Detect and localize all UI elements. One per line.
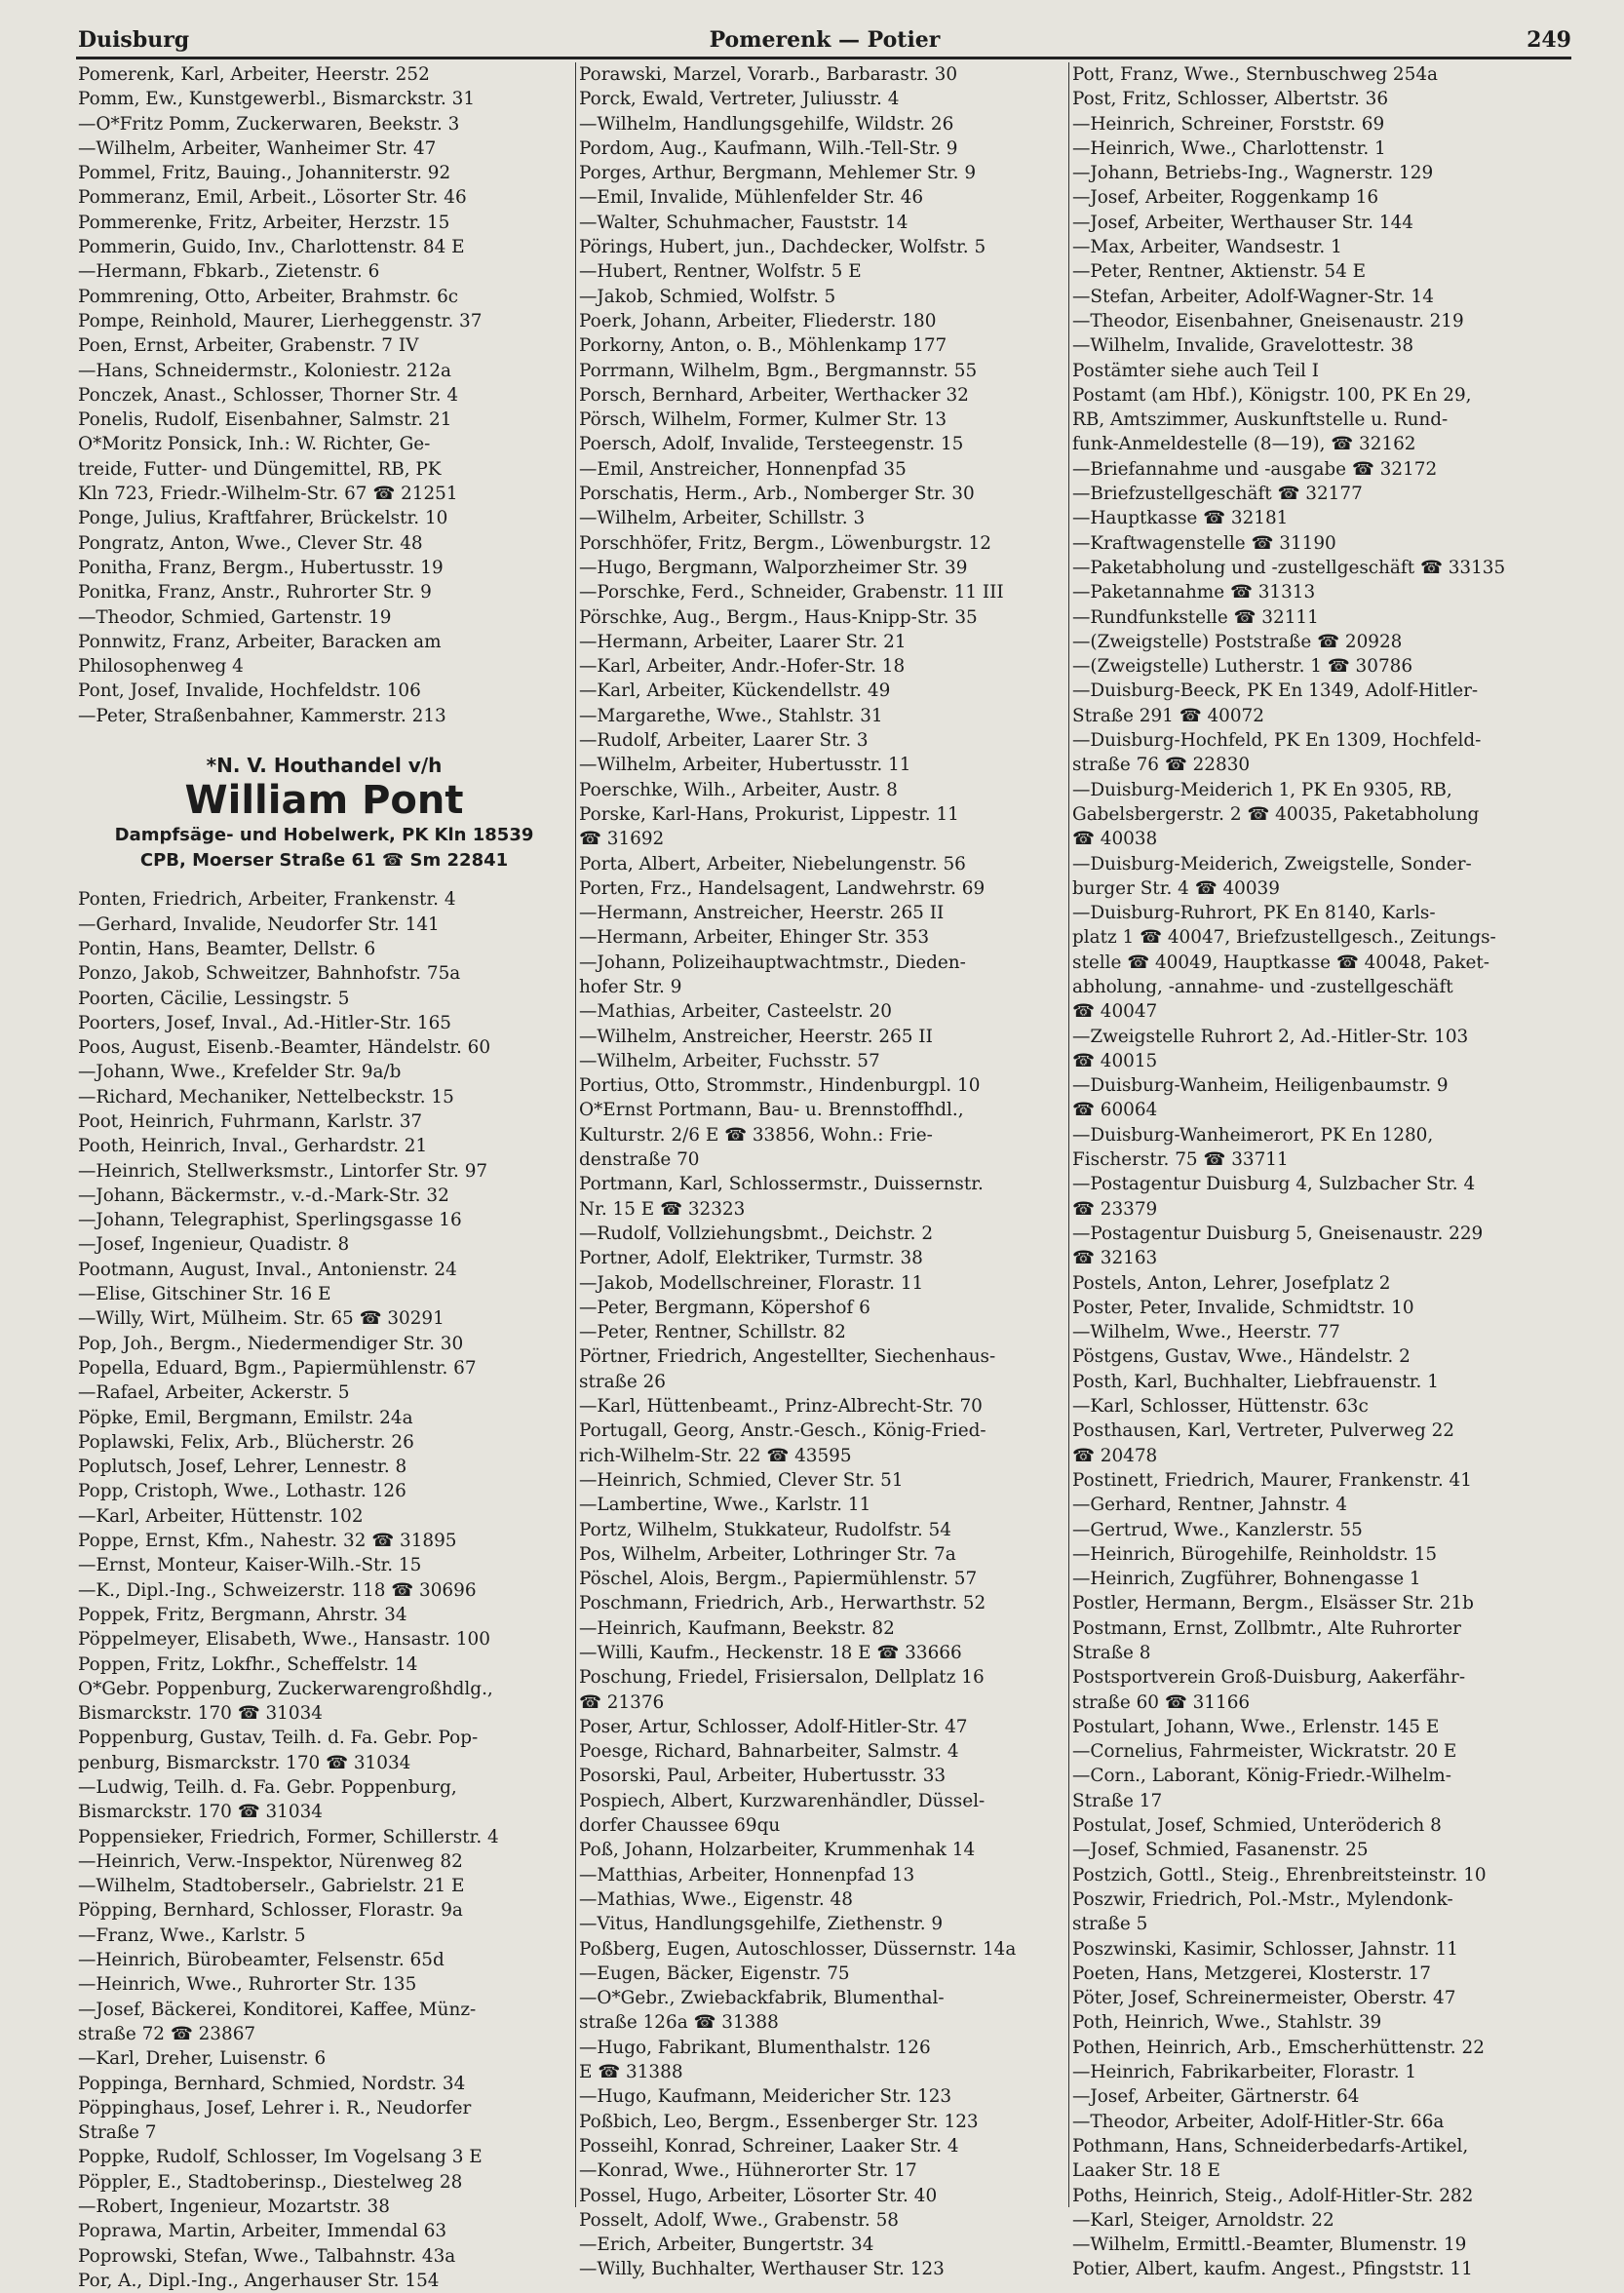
directory-entry: —Jakob, Modellschreiner, Florastr. 11: [579, 1272, 924, 1294]
directory-entry: —Heinrich, Stellwerksmstr., Lintorfer Str. 97: [78, 1160, 488, 1182]
directory-entry: dorfer Chaussee 69qu: [579, 1815, 781, 1837]
directory-entry: Pootmann, August, Inval., Antonienstr. 24: [78, 1259, 457, 1280]
directory-entry: —Corn., Laborant, König-Friedr.-Wilhelm-: [1072, 1766, 1451, 1787]
directory-entry: —Briefannahme und -ausgabe ☎ 32172: [1072, 458, 1438, 480]
advert-company-name: William Pont: [184, 778, 464, 824]
directory-entry: —Peter, Rentner, Schillstr. 82: [579, 1322, 846, 1343]
directory-entry: Poen, Ernst, Arbeiter, Grabenstr. 7 IV: [78, 335, 419, 357]
directory-entry: —Franz, Wwe., Karlstr. 5: [78, 1924, 306, 1946]
directory-entry: Postsportverein Groß-Duisburg, Aakerfähr-: [1072, 1667, 1466, 1689]
directory-entry: —Johann, Wwe., Krefelder Str. 9a/b: [78, 1062, 402, 1083]
directory-entry: Postulart, Johann, Wwe., Erlenstr. 145 E: [1072, 1716, 1440, 1737]
directory-entry: funk-Anmeldestelle (8—19), ☎ 32162: [1072, 434, 1416, 455]
directory-entry: platz 1 ☎ 40047, Briefzustellgesch., Zeitungs-: [1072, 927, 1496, 949]
directory-entry: —Walter, Schuhmacher, Fauststr. 14: [579, 212, 909, 233]
directory-entry: —Heinrich, Wwe., Charlottenstr. 1: [1072, 137, 1386, 159]
directory-entry: Straße 7: [78, 2122, 157, 2144]
directory-entry: —Cornelius, Fahrmeister, Wickratstr. 20 E: [1072, 1741, 1457, 1763]
directory-entry: —Hugo, Bergmann, Walporzheimer Str. 39: [579, 557, 968, 578]
directory-entry: —Karl, Arbeiter, Kückendellstr. 49: [579, 680, 891, 702]
directory-entry: —Wilhelm, Stadtoberselr., Gabrielstr. 21 E: [78, 1876, 465, 1897]
directory-entry: Porck, Ewald, Vertreter, Juliusstr. 4: [579, 89, 900, 110]
directory-entry: Pöppelmeyer, Elisabeth, Wwe., Hansastr. 100: [78, 1629, 490, 1651]
directory-entry: Pordom, Aug., Kaufmann, Wilh.-Tell-Str. 9: [579, 137, 958, 159]
directory-entry: Pommerin, Guido, Inv., Charlottenstr. 84 E: [78, 237, 465, 258]
directory-entry: —Duisburg-Meiderich 1, PK En 9305, RB,: [1072, 779, 1452, 800]
directory-entry: Posselt, Adolf, Wwe., Grabenstr. 58: [579, 2209, 899, 2231]
directory-entry: —Hermann, Arbeiter, Laarer Str. 21: [579, 631, 907, 652]
directory-entry: —Briefzustellgeschäft ☎ 32177: [1072, 484, 1363, 505]
page-number: 249: [1527, 27, 1571, 53]
directory-entry: Laaker Str. 18 E: [1072, 2160, 1220, 2182]
directory-entry: —Hubert, Rentner, Wolfstr. 5 E: [579, 261, 862, 283]
directory-entry: Kln 723, Friedr.-Wilhelm-Str. 67 ☎ 21251: [78, 484, 458, 505]
directory-entry: Pörings, Hubert, jun., Dachdecker, Wolfstr. 5: [579, 237, 986, 258]
directory-entry: Bismarckstr. 170 ☎ 31034: [78, 1802, 323, 1823]
directory-entry: —Heinrich, Zugführer, Bohnengasse 1: [1072, 1569, 1421, 1590]
directory-entry: —Mathias, Arbeiter, Casteelstr. 20: [579, 1001, 892, 1023]
directory-entry: Pomerenk, Karl, Arbeiter, Heerstr. 252: [78, 64, 430, 85]
directory-entry: Potier, Albert, kaufm. Angest., Pfingststr. 11: [1072, 2259, 1473, 2280]
directory-entry: —Rundfunkstelle ☎ 32111: [1072, 606, 1319, 628]
directory-entry: —Willy, Buchhalter, Werthauser Str. 123: [579, 2259, 945, 2280]
directory-entry: Ponitha, Franz, Bergm., Hubertusstr. 19: [78, 557, 444, 578]
directory-entry: straße 26: [579, 1371, 666, 1392]
directory-entry: Ponczek, Anast., Schlosser, Thorner Str. 4: [78, 384, 459, 406]
directory-entry: Pörtner, Friedrich, Angestellter, Siechenhaus-: [579, 1346, 996, 1368]
directory-entry: Poth, Heinrich, Wwe., Stahlstr. 39: [1072, 2012, 1382, 2034]
advert-line-3: Dampfsäge- und Hobelwerk, PK Kln 18539: [114, 825, 534, 846]
directory-entry: O*Ernst Portmann, Bau- u. Brennstoffhdl.,: [579, 1100, 964, 1121]
directory-entry: —Matthias, Arbeiter, Honnenpfad 13: [579, 1864, 915, 1885]
directory-entry: —Margarethe, Wwe., Stahlstr. 31: [579, 705, 883, 726]
directory-entry: —Willi, Kaufm., Heckenstr. 18 E ☎ 33666: [579, 1643, 962, 1663]
column-1-top-entries: [78, 62, 570, 728]
directory-entry: —Duisburg-Ruhrort, PK En 8140, Karls-: [1072, 903, 1436, 924]
directory-entry: Porawski, Marzel, Vorarb., Barbarastr. 30: [579, 64, 958, 85]
directory-entry: Gabelsbergerstr. 2 ☎ 40035, Paketabholung: [1072, 803, 1480, 825]
directory-entry: —Josef, Arbeiter, Gärtnerstr. 64: [1072, 2086, 1360, 2108]
directory-entry: Portugall, Georg, Anstr.-Gesch., König-Fried-: [579, 1420, 986, 1442]
directory-entry: Post, Fritz, Schlosser, Albertstr. 36: [1072, 89, 1389, 110]
directory-entry: Ponitka, Franz, Anstr., Ruhrorter Str. 9: [78, 582, 432, 603]
column-3: [1068, 62, 1574, 2280]
directory-entry: —Wilhelm, Ermittl.-Beamter, Blumenstr. 19: [1072, 2235, 1467, 2256]
directory-entry: —Karl, Steiger, Arnoldstr. 22: [1072, 2209, 1334, 2231]
directory-entry: —Gertrud, Wwe., Kanzlerstr. 55: [1072, 1519, 1363, 1540]
header-city: Duisburg: [78, 27, 190, 53]
directory-entry: Possel, Hugo, Arbeiter, Lösorter Str. 40: [579, 2185, 938, 2206]
directory-entry: Posth, Karl, Buchhalter, Liebfrauenstr. 1: [1072, 1371, 1439, 1392]
directory-entry: Pos, Wilhelm, Arbeiter, Lothringer Str. 7a: [579, 1543, 956, 1565]
directory-entry: Straße 291 ☎ 40072: [1072, 705, 1264, 726]
directory-entry: —Hugo, Kaufmann, Meidericher Str. 123: [579, 2086, 952, 2108]
directory-entry: Porten, Frz., Handelsagent, Landwehrstr. 69: [579, 877, 986, 899]
directory-entry: straße 72 ☎ 23867: [78, 2023, 256, 2044]
directory-entry: —Karl, Arbeiter, Andr.-Hofer-Str. 18: [579, 656, 906, 678]
directory-entry: Posseihl, Konrad, Schreiner, Laaker Str. 4: [579, 2135, 959, 2157]
directory-entry: Poorters, Josef, Inval., Ad.-Hitler-Str. 165: [78, 1012, 451, 1033]
directory-entry: Portmann, Karl, Schlossermstr., Duissernstr.: [579, 1174, 984, 1195]
directory-entry: abholung, -annahme- und -zustellgeschäft: [1072, 976, 1453, 997]
directory-entry: Postulat, Josef, Schmied, Unteröderich 8: [1072, 1815, 1442, 1837]
directory-entry: Ponelis, Rudolf, Eisenbahner, Salmstr. 21: [78, 409, 452, 431]
column-1-bottom-entries: [78, 887, 570, 2293]
directory-entry: Porsch, Bernhard, Arbeiter, Werthacker 32: [579, 384, 969, 406]
directory-entry: Pompe, Reinhold, Maurer, Lierheggenstr. 37: [78, 310, 483, 331]
directory-entry: Porske, Karl-Hans, Prokurist, Lippestr. 11: [579, 803, 959, 825]
directory-entry: ☎ 40038: [1072, 829, 1158, 850]
directory-entry: ☎ 40047: [1072, 1001, 1158, 1023]
directory-entry: —Postagentur Duisburg 4, Sulzbacher Str. 4: [1072, 1174, 1476, 1195]
directory-entry: Poszwinski, Kasimir, Schlosser, Jahnstr. 11: [1072, 1938, 1458, 1960]
directory-entry: straße 5: [1072, 1914, 1148, 1935]
directory-entry: Pothmann, Hans, Schneiderbedarfs-Artikel,: [1072, 2135, 1469, 2157]
directory-entry: Pooth, Heinrich, Inval., Gerhardstr. 21: [78, 1136, 428, 1157]
directory-entry: —Jakob, Schmied, Wolfstr. 5: [579, 286, 836, 307]
directory-entry: ☎ 21376: [579, 1691, 665, 1713]
directory-entry: Pommerenke, Fritz, Arbeiter, Herzstr. 15: [78, 212, 450, 233]
directory-entry: —Hermann, Anstreicher, Heerstr. 265 II: [579, 903, 945, 924]
directory-entry: —Theodor, Eisenbahner, Gneisenaustr. 219: [1072, 310, 1464, 331]
directory-entry: —Stefan, Arbeiter, Adolf-Wagner-Str. 14: [1072, 286, 1434, 307]
directory-entry: Porschhöfer, Fritz, Bergm., Löwenburgstr. 12: [579, 532, 991, 554]
directory-entry: Poppenburg, Gustav, Teilh. d. Fa. Gebr. Pop-: [78, 1728, 479, 1749]
directory-entry: —Theodor, Arbeiter, Adolf-Hitler-Str. 66a: [1072, 2111, 1445, 2132]
directory-entry: —Erich, Arbeiter, Bungertstr. 34: [579, 2235, 874, 2256]
directory-entry: Philosophenweg 4: [78, 656, 244, 678]
directory-entry: Poppensieker, Friedrich, Former, Schillerstr. 4: [78, 1826, 499, 1847]
directory-entry: Pommel, Fritz, Bauing., Johanniterstr. 92: [78, 163, 451, 184]
directory-entry: Porges, Arthur, Bergmann, Mehlemer Str. 9: [579, 163, 977, 184]
directory-entry: —Paketannahme ☎ 31313: [1072, 582, 1316, 603]
directory-entry: Ponten, Friedrich, Arbeiter, Frankenstr. 4: [78, 889, 456, 911]
directory-entry: —Eugen, Bäcker, Eigenstr. 75: [579, 1963, 850, 1984]
directory-entry: —Konrad, Wwe., Hühnerorter Str. 17: [579, 2160, 917, 2182]
directory-entry: E ☎ 31388: [579, 2062, 683, 2083]
directory-entry: Bismarckstr. 170 ☎ 31034: [78, 1703, 323, 1725]
directory-entry: Postamt (am Hbf.), Königstr. 100, PK En 29,: [1072, 384, 1472, 406]
directory-entry: ☎ 20478: [1072, 1445, 1158, 1466]
directory-entry: —Emil, Invalide, Mühlenfelder Str. 46: [579, 187, 924, 209]
directory-entry: Straße 8: [1072, 1643, 1151, 1663]
advert-line-1: *N. V. Houthandel v/h: [206, 754, 443, 778]
directory-entry: Nr. 15 E ☎ 32323: [579, 1198, 746, 1220]
directory-entry: ☎ 31692: [579, 829, 665, 850]
directory-entry: Poot, Heinrich, Fuhrmann, Karlstr. 37: [78, 1110, 423, 1132]
directory-entry: —Peter, Bergmann, Köpershof 6: [579, 1297, 870, 1318]
directory-entry: —Robert, Ingenieur, Mozartstr. 38: [78, 2196, 390, 2218]
directory-entry: Porta, Albert, Arbeiter, Niebelungenstr. 56: [579, 853, 966, 874]
directory-entry: —Duisburg-Meiderich, Zweigstelle, Sonder-: [1072, 853, 1472, 874]
directory-entry: Postler, Hermann, Bergm., Elsässer Str. 21b: [1072, 1593, 1474, 1614]
column-2-entries: [579, 62, 1071, 2282]
header-rule: [76, 57, 1571, 59]
directory-entry: hofer Str. 9: [579, 976, 682, 997]
directory-entry: ☎ 40015: [1072, 1050, 1158, 1071]
directory-entry: Pörschke, Aug., Bergm., Haus-Knipp-Str. 35: [579, 606, 978, 628]
directory-entry: Pospiech, Albert, Kurzwarenhändler, Düssel-: [579, 1790, 986, 1811]
directory-entry: —Heinrich, Schreiner, Forststr. 69: [1072, 113, 1385, 135]
directory-entry: —Ludwig, Teilh. d. Fa. Gebr. Poppenburg,: [78, 1777, 457, 1798]
directory-entry: Poßberg, Eugen, Autoschlosser, Düssernstr. 14a: [579, 1938, 1017, 1960]
directory-entry: Poppek, Fritz, Bergmann, Ahrstr. 34: [78, 1604, 407, 1625]
directory-entry: Porrmann, Wilhelm, Bgm., Bergmannstr. 55: [579, 360, 978, 381]
directory-entry: Pomm, Ew., Kunstgewerbl., Bismarckstr. 31: [78, 89, 476, 110]
directory-entry: —O*Fritz Pomm, Zuckerwaren, Beekstr. 3: [78, 113, 460, 135]
directory-entry: Ponzo, Jakob, Schweitzer, Bahnhofstr. 75a: [78, 963, 461, 985]
directory-entry: —(Zweigstelle) Lutherstr. 1 ☎ 30786: [1072, 656, 1413, 678]
directory-entry: —Elise, Gitschiner Str. 16 E: [78, 1284, 331, 1305]
directory-entry: —Hans, Schneidermstr., Koloniestr. 212a: [78, 360, 451, 381]
directory-entry: —Karl, Hüttenbeamt., Prinz-Albrecht-Str. 70: [579, 1396, 983, 1418]
directory-entry: Ponnwitz, Franz, Arbeiter, Baracken am: [78, 631, 442, 652]
directory-entry: Postinett, Friedrich, Maurer, Frankenstr. 41: [1072, 1469, 1472, 1491]
directory-entry: —Theodor, Schmied, Gartenstr. 19: [78, 606, 392, 628]
directory-entry: Portz, Wilhelm, Stukkateur, Rudolfstr. 54: [579, 1519, 951, 1540]
directory-entry: Pöppler, E., Stadtoberinsp., Diestelweg 28: [78, 2171, 463, 2193]
directory-entry: —Heinrich, Verw.-Inspektor, Nürenweg 82: [78, 1850, 463, 1872]
directory-entry: Pöpping, Bernhard, Schlosser, Florastr. 9a: [78, 1900, 463, 1922]
directory-entry: —Kraftwagenstelle ☎ 31190: [1072, 532, 1336, 554]
directory-entry: —Wilhelm, Arbeiter, Fuchsstr. 57: [579, 1050, 880, 1071]
directory-entry: O*Gebr. Poppenburg, Zuckerwarengroßhdlg.,: [78, 1678, 493, 1699]
directory-entry: Posthausen, Karl, Vertreter, Pulverweg 22: [1072, 1420, 1454, 1442]
directory-entry: —Josef, Bäckerei, Konditorei, Kaffee, Münz-: [78, 1999, 477, 2020]
directory-entry: —Rudolf, Vollziehungsbmt., Deichstr. 2: [579, 1223, 934, 1244]
directory-entry: Pothen, Heinrich, Arb., Emscherhüttenstr. 22: [1072, 2037, 1485, 2058]
directory-entry: Popp, Cristoph, Wwe., Lothastr. 126: [78, 1481, 406, 1502]
directory-entry: —Rudolf, Arbeiter, Laarer Str. 3: [579, 730, 869, 752]
directory-entry: Poser, Artur, Schlosser, Adolf-Hitler-Str. 47: [579, 1716, 968, 1737]
directory-entry: Porkorny, Anton, o. B., Möhlenkamp 177: [579, 335, 947, 357]
directory-entry: —Gerhard, Invalide, Neudorfer Str. 141: [78, 913, 440, 935]
directory-entry: —Johann, Telegraphist, Sperlingsgasse 16: [78, 1210, 462, 1231]
directory-entry: Poschmann, Friedrich, Arb., Herwarthstr. 52: [579, 1593, 986, 1614]
directory-entry: —Heinrich, Schmied, Clever Str. 51: [579, 1469, 904, 1491]
directory-entry: Poerk, Johann, Arbeiter, Fliederstr. 180: [579, 310, 937, 331]
directory-entry: straße 126a ☎ 31388: [579, 2012, 779, 2034]
directory-entry: Pöter, Josef, Schreinermeister, Oberstr. 47: [1072, 1988, 1456, 2009]
directory-entry: —Karl, Schlosser, Hüttenstr. 63c: [1072, 1396, 1369, 1418]
directory-entry: Posorski, Paul, Arbeiter, Hubertusstr. 33: [579, 1766, 947, 1787]
directory-entry: —Duisburg-Beeck, PK En 1349, Adolf-Hitler-: [1072, 680, 1479, 702]
directory-entry: —Gerhard, Rentner, Jahnstr. 4: [1072, 1495, 1347, 1516]
directory-entry: —Johann, Betriebs-Ing., Wagnerstr. 129: [1072, 163, 1434, 184]
directory-entry: —Postagentur Duisburg 5, Gneisenaustr. 229: [1072, 1223, 1484, 1244]
directory-entry: —Duisburg-Wanheim, Heiligenbaumstr. 9: [1072, 1075, 1449, 1097]
directory-entry: —Heinrich, Wwe., Ruhrorter Str. 135: [78, 1974, 417, 1996]
directory-entry: Ponge, Julius, Kraftfahrer, Brückelstr. 10: [78, 508, 448, 529]
directory-entry: Poppke, Rudolf, Schlosser, Im Vogelsang 3 E: [78, 2147, 483, 2168]
directory-entry: denstraße 70: [579, 1149, 700, 1171]
directory-entry: Poster, Peter, Invalide, Schmidtstr. 10: [1072, 1297, 1414, 1318]
directory-entry: Pontin, Hans, Beamter, Dellstr. 6: [78, 938, 376, 959]
column-2: [575, 62, 1071, 2280]
directory-entry: Poschung, Friedel, Frisiersalon, Dellplatz 16: [579, 1667, 985, 1689]
directory-entry: —Hermann, Arbeiter, Ehinger Str. 353: [579, 927, 930, 949]
directory-entry: RB, Amtszimmer, Auskunftstelle u. Rund-: [1072, 409, 1449, 431]
directory-entry: Poesge, Richard, Bahnarbeiter, Salmstr. 4: [579, 1741, 959, 1763]
directory-entry: Portius, Otto, Strommstr., Hindenburgpl. 10: [579, 1075, 981, 1097]
directory-entry: Por, A., Dipl.-Ing., Angerhauser Str. 154: [78, 2270, 440, 2291]
directory-entry: —Wilhelm, Wwe., Heerstr. 77: [1072, 1322, 1340, 1343]
directory-entry: Poplutsch, Josef, Lehrer, Lennestr. 8: [78, 1457, 407, 1478]
directory-entry: Portner, Adolf, Elektriker, Turmstr. 38: [579, 1248, 923, 1269]
directory-entry: —K., Dipl.-Ing., Schweizerstr. 118 ☎ 30696: [78, 1579, 477, 1601]
directory-entry: Poplawski, Felix, Arb., Blücherstr. 26: [78, 1431, 414, 1453]
directory-entry: —Wilhelm, Handlungsgehilfe, Wildstr. 26: [579, 113, 954, 135]
directory-entry: O*Moritz Ponsick, Inh.: W. Richter, Ge-: [78, 434, 431, 455]
directory-entry: straße 60 ☎ 31166: [1072, 1691, 1251, 1713]
directory-entry: —Emil, Anstreicher, Honnenpfad 35: [579, 458, 907, 480]
directory-entry: —Porschke, Ferd., Schneider, Grabenstr. 11 III: [579, 582, 1004, 603]
directory-entry: Postzich, Gottl., Steig., Ehrenbreitsteinstr. 10: [1072, 1864, 1487, 1885]
directory-entry: Poths, Heinrich, Steig., Adolf-Hitler-Str. 282: [1072, 2185, 1474, 2206]
directory-entry: Pont, Josef, Invalide, Hochfeldstr. 106: [78, 680, 421, 702]
directory-entry: —Josef, Arbeiter, Roggenkamp 16: [1072, 187, 1379, 209]
directory-entry: —Josef, Schmied, Fasanenstr. 25: [1072, 1840, 1369, 1861]
directory-entry: Fischerstr. 75 ☎ 33711: [1072, 1149, 1289, 1171]
directory-entry: —Heinrich, Fabrikarbeiter, Florastr. 1: [1072, 2062, 1417, 2083]
directory-entry: —Ernst, Monteur, Kaiser-Wilh.-Str. 15: [78, 1555, 422, 1576]
directory-entry: —Hermann, Fbkarb., Zietenstr. 6: [78, 261, 380, 283]
directory-entry: Popella, Eduard, Bgm., Papiermühlenstr. 67: [78, 1357, 477, 1379]
directory-entry: stelle ☎ 40049, Hauptkasse ☎ 40048, Paket-: [1072, 952, 1489, 973]
directory-entry: Poerschke, Wilh., Arbeiter, Austr. 8: [579, 779, 898, 800]
directory-entry: Poprawa, Martin, Arbeiter, Immendal 63: [78, 2221, 447, 2242]
directory-entry: burger Str. 4 ☎ 40039: [1072, 877, 1280, 899]
directory-entry: Poppinga, Bernhard, Schmied, Nordstr. 34: [78, 2073, 466, 2094]
directory-entry: Poszwir, Friedrich, Pol.-Mstr., Mylendonk-: [1072, 1888, 1453, 1910]
directory-entry: —Richard, Mechaniker, Nettelbeckstr. 15: [78, 1086, 454, 1108]
directory-entry: Poeten, Hans, Metzgerei, Klosterstr. 17: [1072, 1963, 1431, 1984]
directory-entry: Poßbich, Leo, Bergm., Essenberger Str. 123: [579, 2111, 979, 2132]
directory-entry: —Hugo, Fabrikant, Blumenthalstr. 126: [579, 2037, 931, 2058]
directory-entry: —Heinrich, Bürobeamter, Felsenstr. 65d: [78, 1950, 445, 1971]
directory-entry: —Paketabholung und -zustellgeschäft ☎ 33135: [1072, 557, 1506, 578]
directory-entry: —Vitus, Handlungsgehilfe, Ziethenstr. 9: [579, 1914, 944, 1935]
directory-entry: Pörsch, Wilhelm, Former, Kulmer Str. 13: [579, 409, 947, 431]
directory-entry: Poß, Johann, Holzarbeiter, Krummenhak 14: [579, 1840, 976, 1861]
directory-entry: —Josef, Arbeiter, Werthauser Str. 144: [1072, 212, 1413, 233]
directory-entry: —Johann, Polizeihauptwachtmstr., Dieden-: [579, 952, 966, 973]
directory-entry: penburg, Bismarckstr. 170 ☎ 31034: [78, 1752, 411, 1773]
directory-entry: Pöschel, Alois, Bergm., Papiermühlenstr. 57: [579, 1569, 978, 1590]
column-1: [78, 62, 570, 2291]
column-3-entries: [1072, 62, 1574, 2282]
advertisement: [78, 754, 570, 874]
directory-entry: Poorten, Cäcilie, Lessingstr. 5: [78, 988, 350, 1009]
directory-entry: Porschatis, Herm., Arb., Nomberger Str. 30: [579, 484, 975, 505]
directory-entry: —Josef, Ingenieur, Quadistr. 8: [78, 1234, 350, 1256]
directory-entry: ☎ 32163: [1072, 1248, 1158, 1269]
directory-entry: Pott, Franz, Wwe., Sternbuschweg 254a: [1072, 64, 1438, 85]
directory-entry: —Johann, Bäckermstr., v.-d.-Mark-Str. 32: [78, 1185, 449, 1206]
directory-entry: Kulturstr. 2/6 E ☎ 33856, Wohn.: Frie-: [579, 1124, 933, 1146]
directory-entry: Postmann, Ernst, Zollbmtr., Alte Ruhrorter: [1072, 1617, 1461, 1639]
directory-entry: Poppen, Fritz, Lokfhr., Scheffelstr. 14: [78, 1653, 418, 1675]
directory-entry: —Karl, Arbeiter, Hüttenstr. 102: [78, 1505, 364, 1527]
directory-entry: —Heinrich, Kaufmann, Beekstr. 82: [579, 1617, 895, 1639]
directory-entry: Postämter siehe auch Teil I: [1072, 360, 1320, 381]
directory-entry: ☎ 60064: [1072, 1100, 1158, 1121]
directory-entry: Pommeranz, Emil, Arbeit., Lösorter Str. 46: [78, 187, 467, 209]
directory-entry: —Peter, Straßenbahner, Kammerstr. 213: [78, 705, 446, 726]
page-header: [78, 23, 1571, 58]
directory-entry: Pöppinghaus, Josef, Lehrer i. R., Neudorfer: [78, 2097, 472, 2118]
advert-line-4: CPB, Moerser Straße 61 ☎ Sm 22841: [139, 850, 509, 872]
directory-entry: Pöpke, Emil, Bergmann, Emilstr. 24a: [78, 1407, 413, 1428]
directory-entry: —Wilhelm, Arbeiter, Hubertusstr. 11: [579, 755, 911, 776]
directory-entry: Pop, Joh., Bergm., Niedermendiger Str. 30: [78, 1333, 464, 1354]
directory-entry: —O*Gebr., Zwiebackfabrik, Blumenthal-: [579, 1988, 945, 2009]
directory-entry: —Duisburg-Hochfeld, PK En 1309, Hochfeld-: [1072, 730, 1482, 752]
directory-entry: ☎ 23379: [1072, 1198, 1158, 1220]
directory-entry: treide, Futter- und Düngemittel, RB, PK: [78, 458, 442, 480]
directory-entry: —Rafael, Arbeiter, Ackerstr. 5: [78, 1382, 350, 1404]
directory-entry: straße 76 ☎ 22830: [1072, 755, 1251, 776]
directory-entry: —Duisburg-Wanheimerort, PK En 1280,: [1072, 1124, 1434, 1146]
directory-entry: Straße 17: [1072, 1790, 1163, 1811]
directory-entry: —Hauptkasse ☎ 32181: [1072, 508, 1289, 529]
directory-entry: —Wilhelm, Arbeiter, Wanheimer Str. 47: [78, 137, 437, 159]
directory-entry: —Max, Arbeiter, Wandsestr. 1: [1072, 237, 1342, 258]
directory-entry: Postels, Anton, Lehrer, Josefplatz 2: [1072, 1272, 1391, 1294]
directory-entry: Poos, August, Eisenb.-Beamter, Händelstr. 60: [78, 1037, 491, 1059]
directory-entry: Poersch, Adolf, Invalide, Tersteegenstr. 15: [579, 434, 964, 455]
directory-entry: —Wilhelm, Arbeiter, Schillstr. 3: [579, 508, 866, 529]
directory-entry: Pöstgens, Gustav, Wwe., Händelstr. 2: [1072, 1346, 1411, 1368]
directory-entry: —Zweigstelle Ruhrort 2, Ad.-Hitler-Str. 103: [1072, 1026, 1469, 1047]
directory-entry: —Peter, Rentner, Aktienstr. 54 E: [1072, 261, 1367, 283]
directory-entry: Poprowski, Stefan, Wwe., Talbahnstr. 43a: [78, 2245, 456, 2267]
directory-entry: —Wilhelm, Invalide, Gravelottestr. 38: [1072, 335, 1414, 357]
directory-entry: Pongratz, Anton, Wwe., Clever Str. 48: [78, 532, 423, 554]
header-range: Pomerenk — Potier: [709, 27, 941, 53]
directory-entry: —Mathias, Wwe., Eigenstr. 48: [579, 1888, 853, 1910]
directory-entry: —Karl, Dreher, Luisenstr. 6: [78, 2048, 327, 2070]
directory-entry: —Lambertine, Wwe., Karlstr. 11: [579, 1495, 871, 1516]
directory-entry: —Heinrich, Bürogehilfe, Reinholdstr. 15: [1072, 1543, 1438, 1565]
directory-entry: rich-Wilhelm-Str. 22 ☎ 43595: [579, 1445, 852, 1466]
directory-entry: Pommrening, Otto, Arbeiter, Brahmstr. 6c: [78, 286, 459, 307]
directory-entry: —Wilhelm, Anstreicher, Heerstr. 265 II: [579, 1026, 933, 1047]
directory-entry: Poppe, Ernst, Kfm., Nahestr. 32 ☎ 31895: [78, 1531, 457, 1552]
directory-entry: —Willy, Wirt, Mülheim. Str. 65 ☎ 30291: [78, 1308, 445, 1330]
directory-entry: —(Zweigstelle) Poststraße ☎ 20928: [1072, 631, 1403, 652]
